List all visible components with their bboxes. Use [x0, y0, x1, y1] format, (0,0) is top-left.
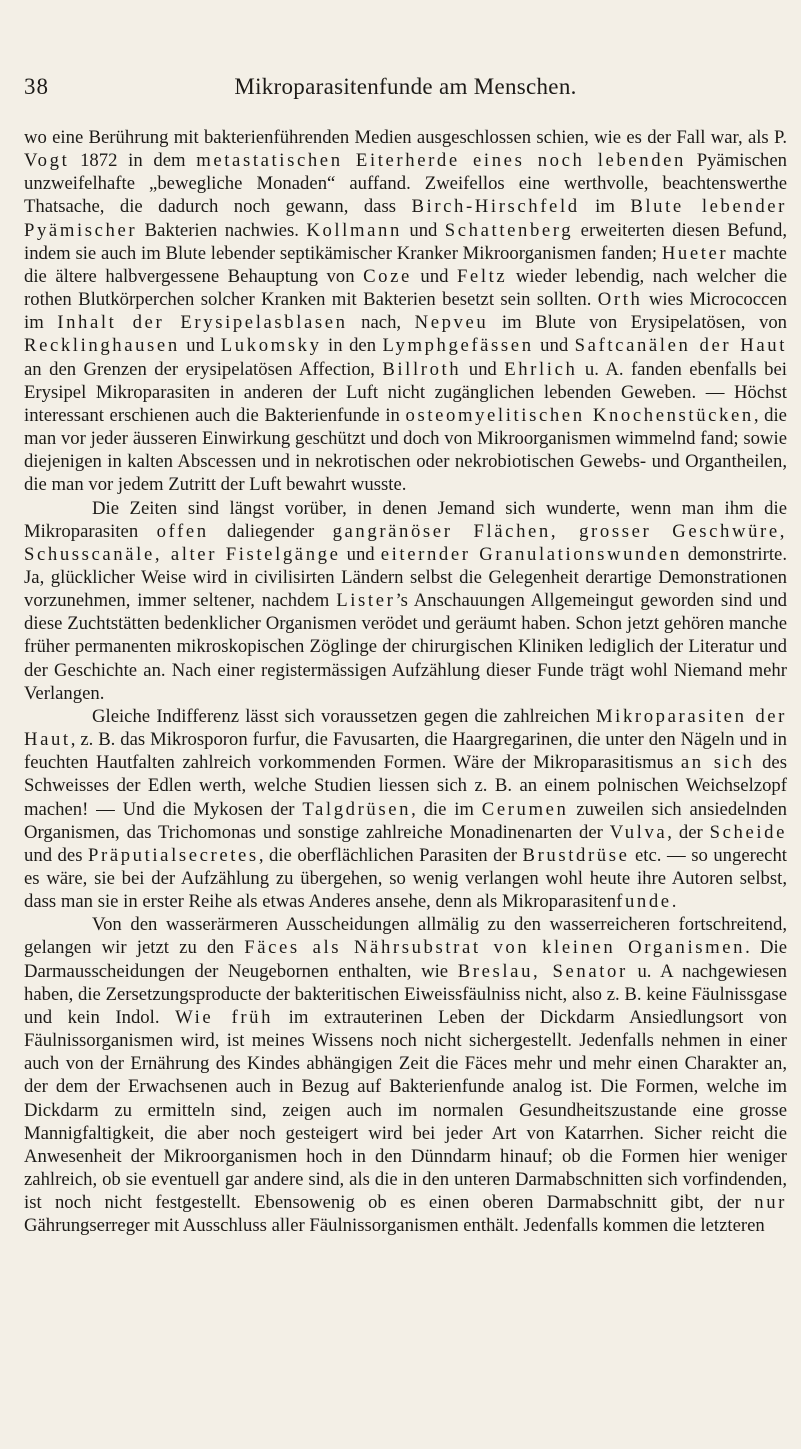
- text-run: , der: [667, 821, 710, 843]
- spaced-emphasis: Lister: [336, 590, 396, 612]
- text-run: Pyämischen unzweifelhafte „bewegliche Monaden“ auffand. Zweifellos eine werthvolle, beachtenswerthe Thatsache, die dadurch noch gewann, dass: [24, 150, 787, 218]
- spaced-emphasis: Saftcanälen der Haut: [574, 335, 788, 357]
- text-run: und: [461, 358, 505, 380]
- spaced-emphasis: Recklinghausen: [24, 335, 180, 357]
- text-run: Bakterien nachwies.: [137, 219, 307, 241]
- text-run: etc. — so ungerecht es wäre, sie bei der Aufzählung zu übergehen, so wenig verlangen wohl heute ihre Autoren selbst, dass man sie in erster Reihe als etwas Anderes ansehe, denn als Mikroparasiten: [24, 844, 787, 913]
- text-run: u. A. fanden ebenfalls bei Erysipel Mikroparasiten in anderen der Luft nicht zugänglichen lebenden Geweben. — Höchst interessant erschienen auch die Bakterienfunde in: [24, 358, 787, 426]
- text-run: , die oberflächlichen Parasiten der: [258, 844, 523, 866]
- text-run: und des: [24, 844, 88, 866]
- spaced-emphasis: Nepveu: [414, 312, 489, 334]
- spaced-emphasis: Scheide: [709, 821, 787, 843]
- spaced-emphasis: Orth: [597, 289, 643, 311]
- text-run: wieder lebendig, nach welcher die rothen Blutkörperchen solcher Kranken mit Bakterien besetzt sein sollten.: [24, 265, 787, 311]
- spaced-emphasis: Fäces als Nährsubstrat von kleinen Organismen: [244, 937, 746, 959]
- spaced-emphasis: Kollmann: [306, 219, 402, 241]
- spaced-emphasis: Billroth: [382, 358, 462, 380]
- text-run: , die man vor jeder äusseren Einwirkung geschützt und doch von Mikroorganismen wimmelnd fand; sowie diejenigen in kalten Abscessen und in nekrotischen oder nekrobiotischen Gewebs- und Organtheilen, die man vor jedem Zutritt der Luft bewahrt wusste.: [24, 404, 787, 496]
- text-run: daliegender: [208, 520, 333, 542]
- spaced-emphasis: funde: [616, 891, 672, 913]
- spaced-emphasis: Lymphgefässen: [382, 335, 534, 357]
- text-run: Von den wasserärmeren Ausscheidungen allmälig zu den wasserreicheren fortschreitend, gelangen wir jetzt zu den: [24, 914, 787, 959]
- text-run: demonstrirte. Ja, glücklicher Weise wird in civilisirten Ländern selbst die Gelegenheit derartige Demonstrationen vorzunehmen, immer seltener, nachdem: [24, 543, 787, 612]
- spaced-emphasis: Präputialsecretes: [88, 844, 259, 866]
- text-run: Gährungserreger mit Ausschluss aller Fäulnissorganismen enthält. Jedenfalls kommen die letzteren: [24, 1215, 765, 1237]
- text-run: und: [411, 265, 457, 287]
- spaced-emphasis: Mikroparasiten der Haut: [24, 705, 787, 751]
- text-run: Gleiche Indifferenz lässt sich voraussetzen gegen die zahlreichen: [92, 705, 596, 727]
- spaced-emphasis: Breslau, Senator: [457, 960, 628, 982]
- spaced-emphasis: Cerumen: [481, 798, 569, 820]
- text-run: ’s Anschauungen Allgemeingut geworden sind und diese Zuchtstätten bedenklicher Organismen verödet und geräumt haben. Schon jetzt gehören manche früher permanenten mikroskopischen Zöglinge der chirurgischen Kliniken lediglich der Literatur und der Geschichte an. Nach einer registermässigen Aufzählung dieser Funde trägt wohl Niemand mehr Verlangen.: [24, 590, 788, 704]
- paragraph-1: [24, 126, 787, 497]
- text-run: zuweilen sich ansiedelnden Organismen, das Trichomonas und sonstige zahlreiche Monadinenarten der: [24, 798, 788, 843]
- text-run: und: [179, 335, 221, 357]
- paragraph-3: [24, 705, 787, 913]
- spaced-emphasis: an sich: [680, 752, 755, 774]
- running-title: Mikroparasitenfunde am Menschen.: [234, 74, 577, 99]
- text-run: wies Micrococcen im: [24, 289, 787, 334]
- paragraph-2: [24, 497, 787, 705]
- spaced-emphasis: Schattenberg: [444, 219, 574, 241]
- text-run: u. A nachgewiesen haben, die Zersetzungsproducte der bakteritischen Eiweissfäulniss nicht, also z. B. keine Fäulnissgase und kein Indol.: [24, 960, 787, 1028]
- spaced-emphasis: Hueter: [661, 242, 729, 264]
- spaced-emphasis: Ehrlich: [504, 358, 578, 380]
- text-run: nach,: [347, 312, 415, 334]
- text-run: machte die ältere halbvergessene Behauptung von: [24, 242, 787, 287]
- spaced-emphasis: metastatischen Eiterherde eines noch lebenden: [196, 150, 686, 172]
- spaced-emphasis: eiternder Granulationswunden: [380, 543, 682, 565]
- spaced-emphasis: Vulva: [609, 821, 668, 843]
- page-header: [24, 74, 787, 104]
- spaced-emphasis: Coze: [363, 265, 412, 287]
- text-run: an den Grenzen der erysipelatösen Affection,: [24, 358, 383, 380]
- text-run: , z. B. das Mikrosporon furfur, die Favusarten, die Haargregarinen, die unter den Nägeln und in feuchten Hautfalten zahlreich vorkommenden Formen. Wäre der Mikroparasitismus: [24, 729, 787, 774]
- text-run: und: [401, 219, 445, 241]
- text-run: , die im: [411, 798, 482, 820]
- spaced-emphasis: Lukomsky: [220, 335, 322, 357]
- spaced-emphasis: nur: [754, 1192, 787, 1214]
- spaced-emphasis: Blute lebender Pyämischer: [24, 196, 787, 241]
- text-run: des Schweisses der Edlen werth, welche Studien liessen sich z. B. an einem polnischen Weichselzopf machen! — Und die Mykosen der: [24, 752, 787, 820]
- text-run: erweiterten diesen Befund, indem sie auch im Blute lebender septikämischer Kranker Mikroorganismen fanden;: [24, 219, 787, 264]
- spaced-emphasis: osteomyelitischen Knochenstücken: [405, 404, 754, 426]
- text-run: im extrauterinen Leben der Dickdarm Ansiedlungsort von Fäulnissorganismen wird, ist meines Wissens noch nicht sichergestellt. Jedenfalls nehmen in einer auch von der Ernährung des Kindes abhängigen Zeit die Fäces mehr und mehr einen Charakter an, der dem der Erwachsenen auch in Bezug auf Bakterienfunde analog ist. Die Formen, welche im Dickdarm zu ermitteln sind, zeigen auch im normalen Gesundheitszustande eine grosse Mannigfaltigkeit, die aber noch gesteigert wird bei jeder Art von Katarrhen. Sicher reicht die Anwesenheit der Mikroorganismen hoch in den Dünndarm hinauf; ob die Formen hier weniger zahlreich, ob sie eventuell gar andere sind, als die in den unteren Darmabschnitten sich vorfindenden, ist noch nicht festgestellt. Ebensowenig ob es einen oberen Darmabschnitt gibt, der: [24, 1006, 788, 1214]
- text-run: in den: [321, 335, 383, 357]
- body-text: [24, 126, 787, 1238]
- text-run: und: [533, 335, 575, 357]
- spaced-emphasis: gangränöser Flächen, grosser Geschwüre, Schusscanäle, alter Fistelgänge: [24, 520, 787, 565]
- spaced-emphasis: offen: [156, 520, 209, 542]
- text-run: 1872 in dem: [69, 150, 197, 172]
- spaced-emphasis: Talgdrüsen: [302, 798, 412, 820]
- text-run: im Blute von Erysipelatösen, von: [488, 312, 788, 334]
- spaced-emphasis: Birch-Hirschfeld: [411, 196, 580, 218]
- spaced-emphasis: Wie früh: [175, 1006, 274, 1028]
- spaced-emphasis: Vogt: [24, 150, 70, 172]
- text-run: . Die Darmausscheidungen der Neugebornen enthalten, wie: [24, 937, 787, 982]
- text-run: im: [579, 196, 631, 218]
- page-number: 38: [24, 74, 49, 99]
- text-run: und: [340, 543, 381, 565]
- spaced-emphasis: Inhalt der Erysipelasblasen: [57, 312, 348, 334]
- text-run: Die Zeiten sind längst vorüber, in denen Jemand sich wunderte, wenn man ihm die Mikroparasiten: [24, 497, 787, 542]
- spaced-emphasis: Feltz: [456, 265, 508, 287]
- text-run: wo eine Berührung mit bakterienführenden Medien ausgeschlossen schien, wie es der Fall war, als P.: [24, 127, 787, 148]
- paragraph-4: [24, 913, 787, 1237]
- text-run: .: [671, 891, 677, 913]
- spaced-emphasis: Brustdrüse: [522, 844, 630, 866]
